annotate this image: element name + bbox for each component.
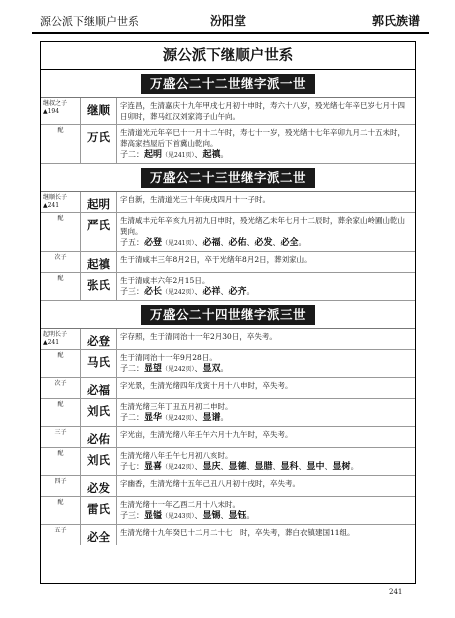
- page-ref: （见242页）: [162, 366, 195, 373]
- person-name: 必全: [81, 525, 117, 545]
- children-line: [120, 237, 412, 249]
- page-ref: （见241页）: [162, 240, 195, 247]
- generation-banner: 万盛公二十三世继字派二世: [141, 168, 315, 188]
- child-name: 起禛: [202, 150, 221, 160]
- page-header: [0, 0, 455, 34]
- person-details: [117, 192, 415, 212]
- person-text: 字连昌，生清嘉庆十九年甲戌七月初十申时，寿六十八岁，殁光绪七年辛巳岁七月十四日卯时，葬马红汉刘家湾子山午向。: [120, 101, 405, 121]
- relation-label: 配: [41, 448, 81, 475]
- person-row: [41, 192, 415, 213]
- separator: 。: [298, 238, 307, 247]
- children-line: [120, 286, 412, 298]
- person-text: 字幽香，生清光绪十五年己丑八月初十戌时，卒失考。: [120, 479, 300, 488]
- person-details: [117, 427, 415, 447]
- person-text: 生于清咸丰六年2月15日。: [120, 276, 210, 285]
- person-details: [117, 476, 415, 496]
- person-text: 生清光绪八年壬午七月初八亥时。: [120, 451, 233, 460]
- person-row: [41, 399, 415, 427]
- person-name: 必发: [81, 476, 117, 496]
- relation-label: 配: [41, 273, 81, 300]
- person-details: [117, 448, 415, 475]
- page-number: 241: [389, 588, 403, 596]
- children-label: 子二：: [120, 413, 144, 422]
- box-title: 源公派下继顺户世系: [41, 42, 415, 70]
- person-text: 生清道光元年辛巳十一月十二午时，寿七十一岁，殁光绪十七年辛卯九月二十五未时，葬高家挡屋后下首冀山乾向。: [120, 128, 405, 148]
- person-row: [41, 497, 415, 525]
- children-label: 子三：: [120, 511, 144, 520]
- person-details: [117, 350, 415, 377]
- person-details: [117, 273, 415, 300]
- page-ref: （见242页）: [162, 464, 195, 471]
- children-line: [120, 510, 412, 522]
- separator: 。: [246, 287, 255, 296]
- separator: 。: [246, 511, 255, 520]
- person-row: [41, 273, 415, 301]
- person-text: 生于清咸丰三年8月2日，卒于光绪年8月2日，葬刘家山。: [120, 255, 312, 264]
- person-row: [41, 427, 415, 448]
- person-text: 生清光绪三年丁丑五月初二申时。: [120, 402, 233, 411]
- relation-label: 继叔之子▲194: [41, 98, 81, 124]
- child-name: 显双: [202, 364, 221, 374]
- person-name: 必佑: [81, 427, 117, 447]
- header-center-title: 汾阳堂: [210, 14, 247, 28]
- person-name: 张氏: [81, 273, 117, 300]
- person-row: [41, 98, 415, 125]
- person-name: 刘氏: [81, 399, 117, 426]
- person-text: 生清光绪十一年乙酉二月十八未时。: [120, 500, 240, 509]
- separator: 、: [194, 364, 203, 373]
- separator: 、: [298, 462, 307, 471]
- child-name: 必长: [144, 287, 163, 297]
- person-name: 刘氏: [81, 448, 117, 475]
- person-name: 必福: [81, 378, 117, 398]
- header-rule: [32, 32, 429, 34]
- separator: 。: [220, 150, 229, 159]
- child-name: 必齐: [228, 287, 247, 297]
- separator: 、: [272, 462, 281, 471]
- children-label: 子二：: [120, 364, 144, 373]
- separator: 、: [324, 462, 333, 471]
- separator: 、: [194, 238, 203, 247]
- separator: 。: [220, 413, 229, 422]
- person-name: 马氏: [81, 350, 117, 377]
- person-row: [41, 252, 415, 273]
- person-text: 字光亩，生清光绪八年壬午六月十九午时，卒失考。: [120, 430, 293, 439]
- child-name: 显中: [306, 462, 325, 472]
- child-name: 显腊: [254, 462, 273, 472]
- children-line: [120, 412, 412, 424]
- child-name: 显锡: [202, 511, 221, 521]
- children-label: 子五：: [120, 238, 144, 247]
- person-details: [117, 525, 415, 545]
- relation-label: 继顺长子▲241: [41, 192, 81, 212]
- children-line: [120, 149, 412, 161]
- child-name: 显喜: [144, 462, 163, 472]
- child-name: 显钰: [228, 511, 247, 521]
- person-text: 字光景，生清光绪四年戊寅十月十八申时，卒失考。: [120, 381, 293, 390]
- page-ref: （见241页）: [162, 152, 195, 159]
- separator: 、: [194, 462, 203, 471]
- relation-label: 配: [41, 497, 81, 524]
- person-row: [41, 378, 415, 399]
- separator: 、: [194, 413, 203, 422]
- children-label: 子三：: [120, 287, 144, 296]
- child-name: 显树: [332, 462, 351, 472]
- person-details: [117, 497, 415, 524]
- relation-label: 五子: [41, 525, 81, 545]
- page-ref: （见243页）: [162, 513, 195, 520]
- page-ref: （见242页）: [162, 289, 195, 296]
- separator: 、: [194, 150, 203, 159]
- person-row: [41, 448, 415, 476]
- relation-label: 配: [41, 399, 81, 426]
- person-text: 生于清同治十一年9月28日。: [120, 353, 217, 362]
- relation-label: 起明长子▲241: [41, 329, 81, 349]
- relation-label: 三子: [41, 427, 81, 447]
- generation-banner: 万盛公二十四世继字派三世: [141, 305, 315, 325]
- child-name: 必佑: [228, 238, 247, 248]
- separator: 、: [220, 238, 229, 247]
- generation-banner-row: [41, 301, 415, 329]
- separator: 、: [246, 238, 255, 247]
- separator: 、: [194, 511, 203, 520]
- person-details: [117, 125, 415, 163]
- person-text: 生清光绪十九年癸巳十二月二十七 时，卒失考，葬白衣镇建国11组。: [120, 528, 355, 537]
- person-details: [117, 329, 415, 349]
- person-details: [117, 252, 415, 272]
- relation-label: 次子: [41, 378, 81, 398]
- generation-banner: 万盛公二十二世继字派一世: [141, 74, 315, 94]
- child-name: 必发: [254, 238, 273, 248]
- child-name: 显望: [144, 364, 163, 374]
- child-name: 显庆: [202, 462, 221, 472]
- person-name: 雷氏: [81, 497, 117, 524]
- separator: 、: [194, 287, 203, 296]
- header-right-title: 郭氏族谱: [372, 14, 421, 28]
- person-row: [41, 329, 415, 350]
- person-name: 继顺: [81, 98, 117, 124]
- separator: 。: [350, 462, 359, 471]
- generation-banner-row: [41, 164, 415, 192]
- child-name: 必福: [202, 238, 221, 248]
- child-name: 显镒: [144, 511, 163, 521]
- person-details: [117, 213, 415, 251]
- separator: 、: [220, 511, 229, 520]
- child-name: 显谱: [202, 413, 221, 423]
- children-label: 子七：: [120, 462, 144, 471]
- child-name: 必祥: [202, 287, 221, 297]
- person-name: 起禛: [81, 252, 117, 272]
- person-name: 万氏: [81, 125, 117, 163]
- person-name: 严氏: [81, 213, 117, 251]
- genealogy-box: [40, 41, 416, 584]
- child-name: 必登: [144, 238, 163, 248]
- person-row: [41, 525, 415, 545]
- children-line: [120, 363, 412, 375]
- person-text: 生清咸丰元年辛亥九月初九日申时，殁光绪乙未年七月十二辰时，葬余家山岭圃山乾山巽向。: [120, 216, 405, 236]
- relation-label: 配: [41, 125, 81, 163]
- child-name: 显科: [280, 462, 299, 472]
- separator: 、: [220, 287, 229, 296]
- child-name: 起明: [144, 150, 163, 160]
- genealogy-content: [41, 70, 415, 545]
- person-row: [41, 213, 415, 252]
- person-name: 起明: [81, 192, 117, 212]
- separator: 。: [220, 364, 229, 373]
- separator: 、: [272, 238, 281, 247]
- person-details: [117, 378, 415, 398]
- page-ref: （见242页）: [162, 415, 195, 422]
- children-label: 子二：: [120, 150, 144, 159]
- child-name: 必全: [280, 238, 299, 248]
- child-name: 显华: [144, 413, 163, 423]
- person-text: 字自新，生清道光三十年庚戌四月十一子时。: [120, 195, 270, 204]
- relation-label: 配: [41, 213, 81, 251]
- relation-label: 次子: [41, 252, 81, 272]
- person-name: 必登: [81, 329, 117, 349]
- person-details: [117, 399, 415, 426]
- children-line: [120, 461, 412, 473]
- person-text: 字存照，生于清同治十一年2月30日，卒失考。: [120, 332, 277, 341]
- person-row: [41, 350, 415, 378]
- separator: 、: [220, 462, 229, 471]
- relation-label: 配: [41, 350, 81, 377]
- separator: 、: [246, 462, 255, 471]
- person-details: [117, 98, 415, 124]
- child-name: 显德: [228, 462, 247, 472]
- header-left-title: 源公派下继顺户世系: [40, 15, 139, 28]
- person-row: [41, 476, 415, 497]
- person-row: [41, 125, 415, 164]
- generation-banner-row: [41, 70, 415, 98]
- relation-label: 四子: [41, 476, 81, 496]
